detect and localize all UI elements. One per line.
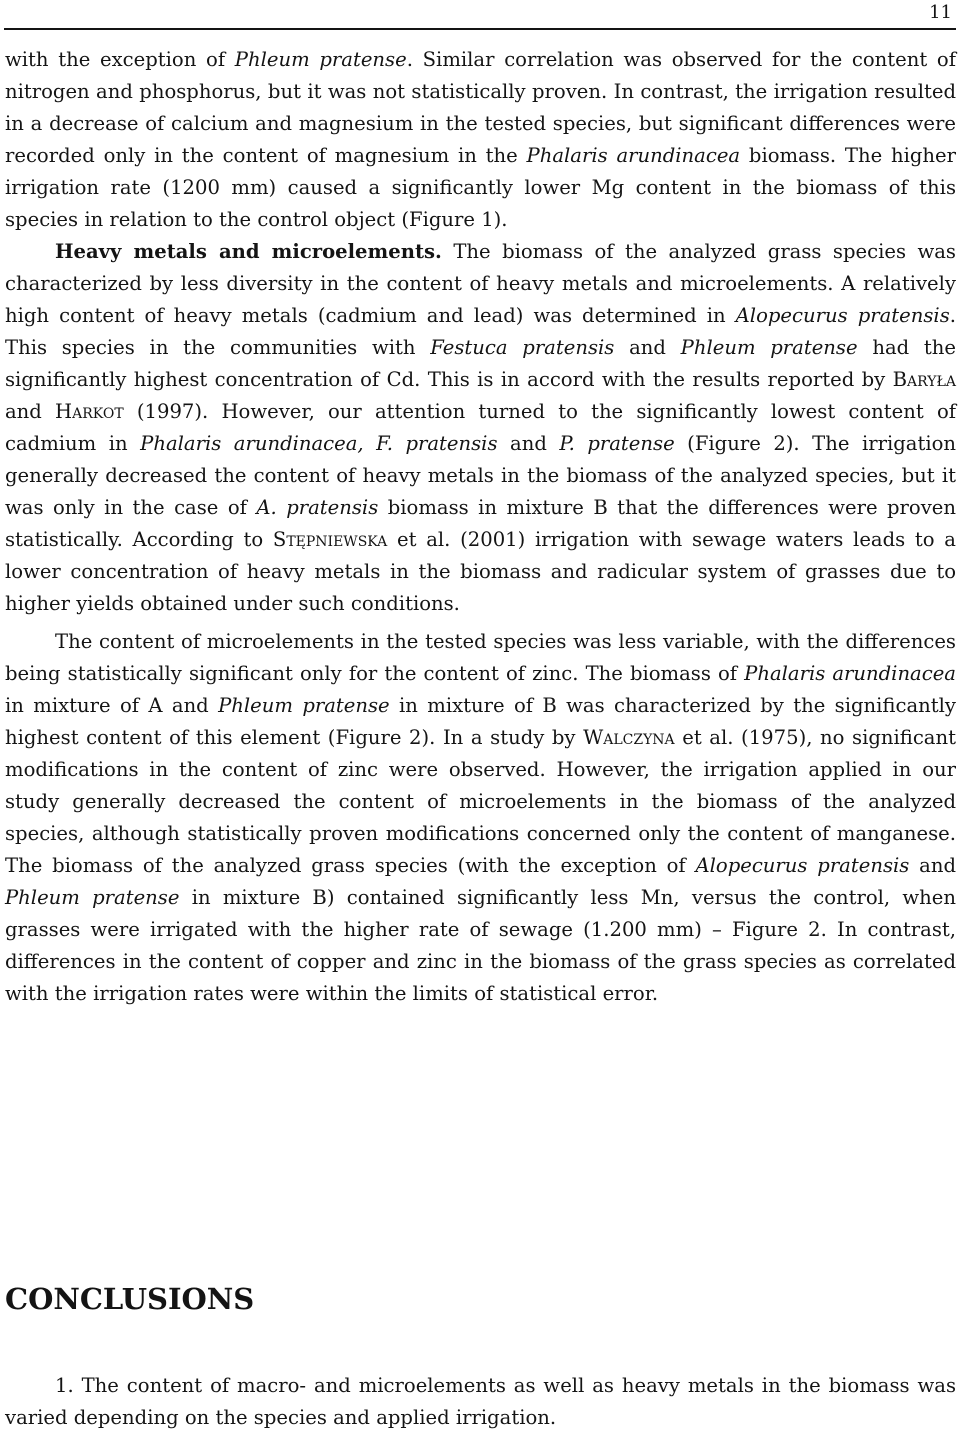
italic-text: Phleum pratense — [5, 886, 180, 909]
text-run: in mixture of A and — [5, 694, 219, 717]
italic-text: A. pratensis — [256, 496, 379, 519]
author-name: Walczyna — [583, 726, 675, 749]
paragraph-heavy-metals — [5, 236, 956, 620]
italic-text: Phalaris arundinacea, F. pratensis — [140, 432, 498, 455]
header-rule — [4, 28, 956, 30]
text-run: and — [909, 854, 956, 877]
text-run: (Figure 2). The irrigation generally decreased the content of heavy metals in the biomass of the analyzed species, but it was only in the case of — [5, 432, 957, 519]
italic-text: Phleum pratense — [680, 336, 858, 359]
text-run: The biomass of the analyzed grass species was characterized by less diversity in the content of heavy metals and microelements. A relatively high content of heavy metals (cadmium and lead) was determined in — [5, 240, 956, 327]
conclusion-item — [5, 1370, 956, 1434]
italic-text: Festuca pratensis — [430, 336, 615, 359]
italic-text: P. pratense — [559, 432, 675, 455]
body-text — [5, 44, 956, 1010]
text-run: et al. (2001) irrigation with sewage waters leads to a lower concentration of heavy metals in the biomass and radicular system of grasses due to higher yields obtained under such conditions. — [5, 528, 956, 615]
page-number: 11 — [929, 2, 952, 23]
text-run: and — [497, 432, 560, 455]
text-run: and — [614, 336, 681, 359]
italic-text: Alopecurus pratensis — [695, 854, 910, 877]
bold-heading-text: Heavy metals and microelements. — [55, 240, 442, 263]
text-run: The content of microelements in the tested species was less variable, with the differences being statistically significant only for the content of zinc. The biomass of — [5, 630, 956, 685]
text-run: in mixture of B was characterized by the significantly highest content of this element (Figure 2). In a study by — [5, 694, 956, 749]
paragraph-magnesium-results — [5, 44, 956, 236]
text-run: et al. (1975), no significant modifications in the content of zinc were observed. However, the irrigation applied in our study generally decreased the content of microelements in the biomass of the analyzed species, although statistically proven modifications concerned only the content of manganese. The biomass of the analyzed grass species (with the exception of — [5, 726, 956, 877]
text-run: in mixture B) contained significantly less Mn, versus the control, when grasses were irrigated with the higher rate of sewage (1.200 mm) – Figure 2. In contrast, differences in the content of copper and zinc in the biomass of the grass species as correlated with the irrigation rates were within the limits of statistical error. — [5, 886, 956, 1005]
text-run: (1997). However, our attention turned to the significantly lowest content of cadmium in — [5, 400, 956, 455]
text-run: . Similar correlation was observed for the content of nitrogen and phosphorus, but it was not statistically proven. In contrast, the irrigation resulted in a decrease of calcium and magnesium in the tested species, but significant differences were recorded only in the content of magnesium in the — [5, 48, 956, 167]
paragraph-microelements — [5, 626, 956, 1010]
italic-text: Phleum pratense — [234, 48, 407, 71]
italic-text: Alopecurus pratensis — [735, 304, 950, 327]
italic-text: Phleum pratense — [218, 694, 390, 717]
text-run: had the significantly highest concentration of Cd. This is in accord with the results reported by — [5, 336, 956, 391]
conclusions-list — [5, 1370, 956, 1434]
author-name: Stępniewska — [272, 528, 388, 551]
author-name: Harkot — [55, 400, 124, 423]
text-run: and — [5, 400, 56, 423]
italic-text: Phalaris arundinacea — [744, 662, 956, 685]
italic-text: Phalaris arundinacea — [526, 144, 741, 167]
text-run: with the exception of — [5, 48, 235, 71]
author-name: Baryła — [892, 368, 956, 391]
text-run: . This species in the communities with — [5, 304, 956, 359]
text-run: biomass. The higher irrigation rate (1200 mm) caused a significantly lower Mg content in the biomass of this species in relation to the control object (Figure 1). — [5, 144, 956, 231]
text-run: 1. The content of macro- and microelements as well as heavy metals in the biomass was varied depending on the species and applied irrigation. — [5, 1374, 956, 1429]
section-title-conclusions: CONCLUSIONS — [5, 1282, 255, 1316]
text-run: biomass in mixture B that the differences were proven statistically. According to — [5, 496, 957, 551]
